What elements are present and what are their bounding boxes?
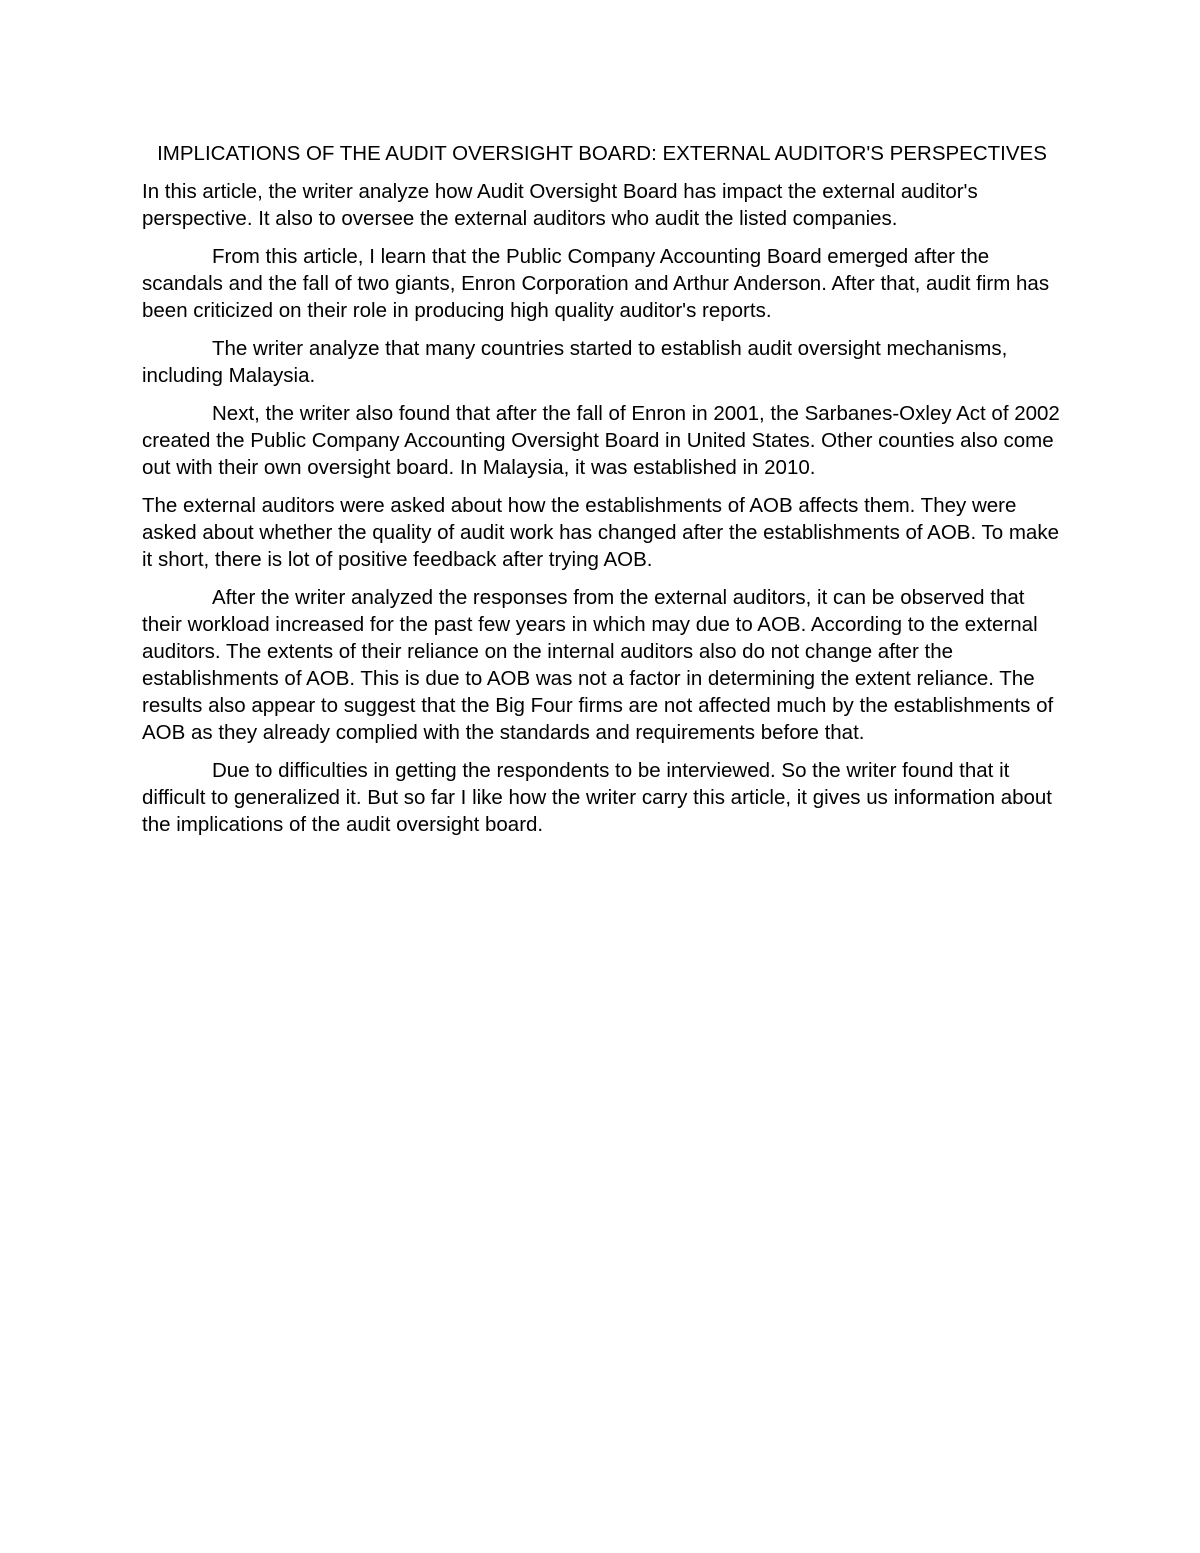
paragraph-sarbanes-oxley: Next, the writer also found that after the fall of Enron in 2001, the Sarbanes-Oxley Act of 2002 created the Public Company Accounting Oversight Board in United States. Other counties also come out with their own oversight board. In Malaysia, it was established in 2010. [142,402,1060,479]
document-title: IMPLICATIONS OF THE AUDIT OVERSIGHT BOARD: EXTERNAL AUDITOR'S PERSPECTIVES [157,142,1047,165]
paragraph-intro: In this article, the writer analyze how Audit Oversight Board has impact the external auditor's perspective. It also to oversee the external auditors who audit the listed companies. [142,180,978,230]
document-body [142,140,1062,849]
paragraph-conclusion: Due to difficulties in getting the respondents to be interviewed. So the writer found that it difficult to generalized it. But so far I like how the writer carry this article, it gives us information about the implications of the audit oversight board. [142,759,1052,836]
paragraph-countries: The writer analyze that many countries started to establish audit oversight mechanisms, including Malaysia. [142,337,1008,387]
paragraph-pcaob-origin: From this article, I learn that the Public Company Accounting Board emerged after the scandals and the fall of two giants, Enron Corporation and Arthur Anderson. After that, audit firm has been criticized on their role in producing high quality auditor's reports. [142,245,1050,322]
paragraph-analysis: After the writer analyzed the responses from the external auditors, it can be observed that their workload increased for the past few years in which may due to AOB. According to the external auditors. The extents of their reliance on the internal auditors also do not change after the establishments of AOB. This is due to AOB was not a factor in determining the extent reliance. The results also appear to suggest that the Big Four firms are not affected much by the establishments of AOB as they already complied with the standards and requirements before that. [142,586,1054,744]
paragraph-auditor-survey: The external auditors were asked about how the establishments of AOB affects them. They were asked about whether the quality of audit work has changed after the establishments of AOB. To make it short, there is lot of positive feedback after trying AOB. [142,494,1059,571]
